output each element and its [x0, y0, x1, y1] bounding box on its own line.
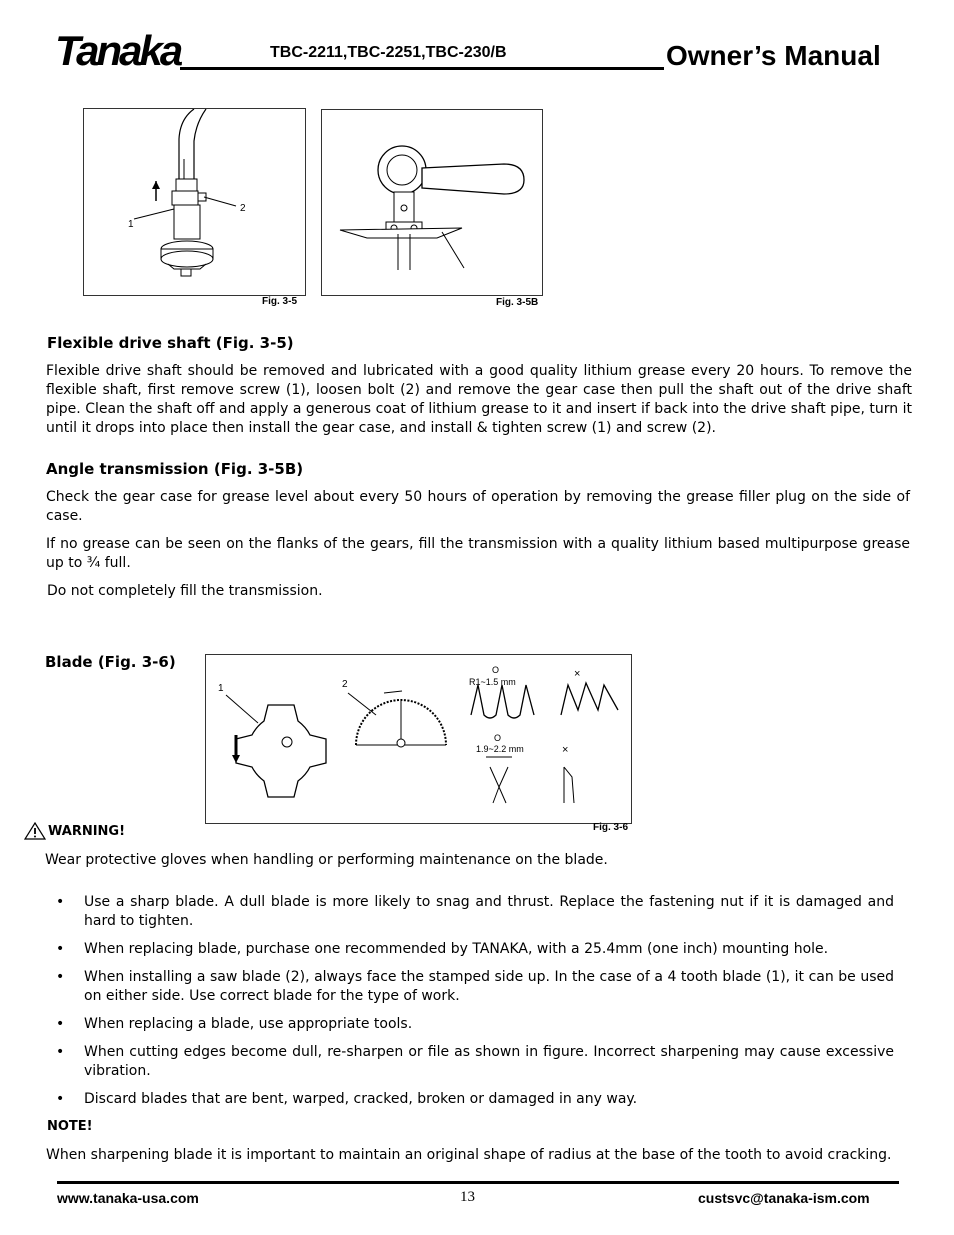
angle-transmission-p3: Do not completely fill the transmission.: [47, 583, 323, 599]
blade-illustration: [206, 655, 631, 823]
bad-mark-top: ×: [574, 668, 581, 680]
list-item: • When installing a saw blade (2), always face the stamped side up. In the case of a 4 tooth blade (1), it can be used on either side. Use correct blade for the type of work.: [46, 968, 894, 1006]
flex-shaft-body: Flexible drive shaft should be removed and lubricated with a good quality lithium grease every 20 hours. To remove the flexible shaft, first remove screw (1), loosen bolt (2) and remove the gear case then pull the shaft out of the drive shaft pipe. Clean the shaft off and apply a generous coat of lithium grease to it and insert if back into the drive shaft pipe, turn it until it drops into place then install the gear case, and install & tighten screw (1) and screw (2).: [46, 363, 912, 436]
note-label: NOTE!: [47, 1119, 93, 1134]
footer-email[interactable]: custsvc@tanaka-ism.com: [698, 1190, 870, 1206]
list-item: • Use a sharp blade. A dull blade is more likely to snag and thrust. Replace the fastening nut if it is damaged and hard to tighten.: [46, 893, 894, 931]
depth-label: 1.9~2.2 mm: [476, 744, 524, 754]
page-title: Owner’s Manual: [666, 40, 881, 71]
tanaka-logo: Tanaka: [55, 27, 181, 74]
list-item: • Discard blades that are bent, warped, cracked, broken or damaged in any way.: [46, 1090, 894, 1109]
warning-triangle-icon: [24, 822, 46, 840]
footer-rule: [57, 1181, 899, 1184]
flex-shaft-illustration: [84, 109, 305, 295]
warning-block: [24, 822, 125, 840]
header-rule: [180, 67, 664, 70]
blade-heading: Blade (Fig. 3-6): [45, 653, 176, 671]
warning-text: Wear protective gloves when handling or performing maintenance on the blade.: [45, 852, 608, 868]
fig-3-6-callout-1: 1: [218, 683, 224, 694]
blade-bullet-list: [46, 893, 894, 1118]
good-mark-bottom: O: [494, 733, 502, 743]
figure-3-6-label: Fig. 3-6: [593, 822, 629, 833]
note-text: When sharpening blade it is important to maintain an original shape of radius at the base of the tooth to avoid cracking.: [46, 1147, 892, 1163]
radius-label: R1~1.5 mm: [469, 677, 516, 687]
figure-3-5b-label: Fig. 3-5B: [496, 297, 539, 308]
fig-3-6-callout-2: 2: [342, 679, 348, 690]
footer-website[interactable]: www.tanaka-usa.com: [57, 1190, 199, 1206]
list-item: • When cutting edges become dull, re-sharpen or file as shown in figure. Incorrect sharpening may cause excessive vibration.: [46, 1043, 894, 1081]
list-item: • When replacing a blade, use appropriate tools.: [46, 1015, 894, 1034]
angle-transmission-illustration: [322, 110, 542, 295]
bad-mark-bottom: ×: [562, 744, 569, 756]
figure-3-5b: [321, 109, 543, 296]
page-number: 13: [460, 1189, 475, 1205]
figure-3-5-label: Fig. 3-5: [262, 296, 298, 307]
model-numbers: TBC-2211,TBC-2251,TBC-230/B: [270, 44, 507, 61]
angle-transmission-heading: Angle transmission (Fig. 3-5B): [46, 460, 304, 478]
callout-1: 1: [128, 219, 134, 230]
callout-2: 2: [240, 203, 246, 214]
flex-shaft-heading: Flexible drive shaft (Fig. 3-5): [47, 334, 294, 352]
figure-3-5: [83, 108, 306, 296]
angle-transmission-p1: Check the gear case for grease level about every 50 hours of operation by removing the grease filler plug on the side of case.: [46, 489, 910, 524]
warning-label: WARNING!: [48, 823, 126, 839]
good-mark-top: O: [492, 665, 500, 675]
figure-3-6: [205, 654, 632, 824]
list-item: • When replacing blade, purchase one recommended by TANAKA, with a 25.4mm (one inch) mounting hole.: [46, 940, 894, 959]
angle-transmission-p2: If no grease can be seen on the flanks of the gears, fill the transmission with a quality lithium based multipurpose grease up to ¾ full.: [46, 536, 910, 571]
